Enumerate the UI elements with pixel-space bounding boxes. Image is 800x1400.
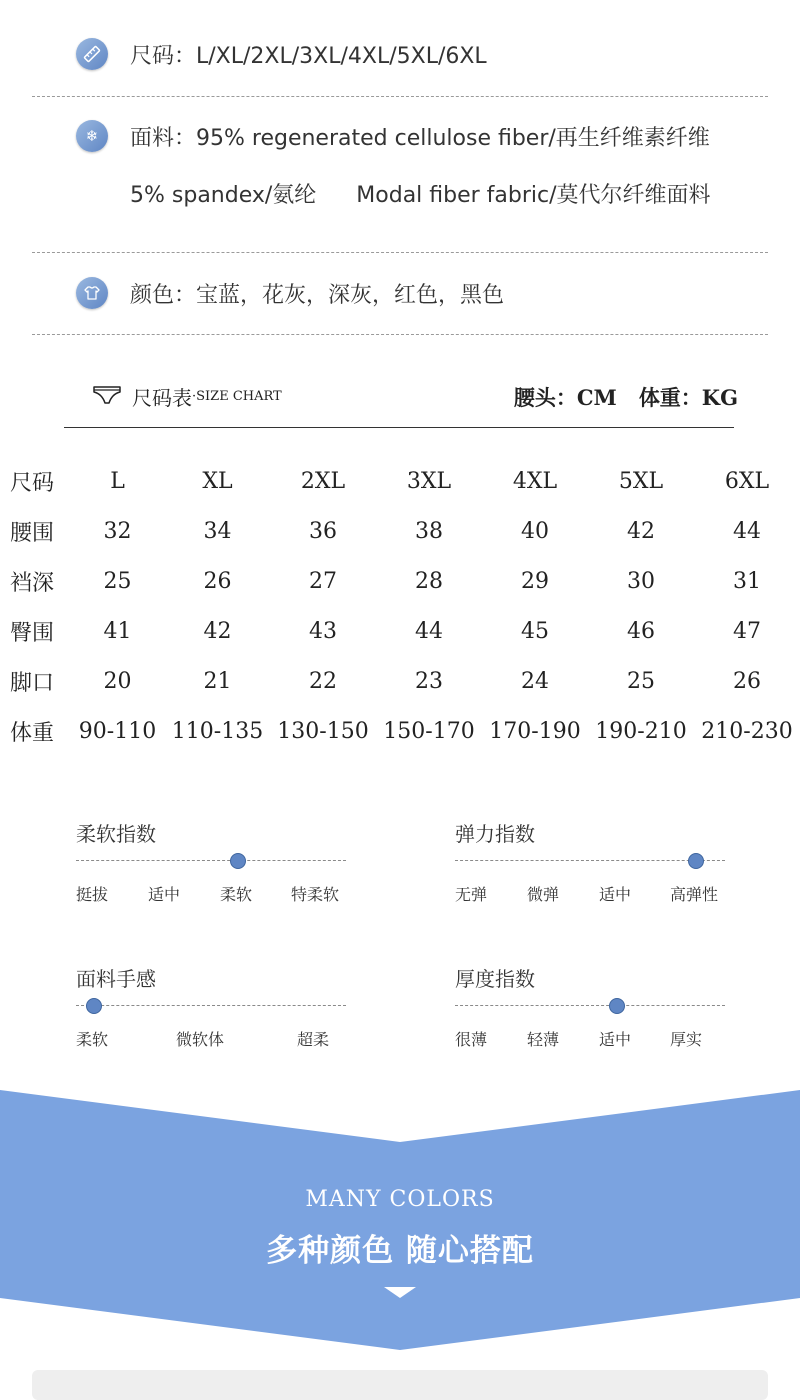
table-row — [0, 706, 800, 756]
spec-color-text: 颜色：宝蓝，花灰，深灰，红色，黑色 — [130, 282, 505, 308]
scale-title: 柔软指数 — [76, 822, 156, 846]
size-chart-title: 尺码表 — [132, 386, 192, 410]
table-row — [0, 556, 800, 606]
size-chart-rule — [64, 427, 734, 428]
table-cell: 26 — [203, 568, 232, 594]
table-cell: 32 — [103, 518, 132, 544]
table-cell: 45 — [521, 618, 549, 644]
scale-option-label: 厚实 — [670, 1030, 703, 1049]
shirt-icon — [76, 277, 108, 309]
scale-elasticity — [455, 818, 725, 928]
scale-option-label: 高弹性 — [670, 885, 719, 904]
spec-color-row — [76, 277, 504, 309]
scale-title: 面料手感 — [76, 967, 156, 991]
scale-marker — [688, 853, 704, 869]
table-cell: 30 — [627, 568, 655, 594]
spec-fabric-text: 面料：95% regenerated cellulose fiber/再生纤维素纤维 — [130, 125, 710, 151]
row-label: 腰围 — [10, 520, 55, 546]
table-cell: 110-135 — [171, 718, 264, 744]
table-cell: 47 — [733, 618, 761, 644]
scale-track — [76, 1005, 346, 1006]
scale-option-label: 柔软 — [220, 885, 253, 904]
table-row — [0, 656, 800, 706]
banner-en-title: MANY COLORS — [305, 1187, 495, 1212]
scale-marker — [609, 998, 625, 1014]
scale-option-label: 特柔软 — [291, 885, 340, 904]
table-cell: 29 — [521, 568, 549, 594]
divider — [32, 252, 768, 253]
table-cell: 24 — [521, 668, 549, 694]
scale-option-label: 微软体 — [176, 1030, 225, 1049]
table-cell: 42 — [203, 618, 232, 644]
down-arrow-icon — [384, 1287, 416, 1298]
table-cell: 20 — [103, 668, 132, 694]
ruler-icon — [76, 38, 108, 70]
table-cell: 130-150 — [277, 718, 369, 744]
table-cell: 44 — [733, 518, 761, 544]
row-label: 裆深 — [10, 570, 55, 596]
divider — [32, 334, 768, 335]
next-section-card — [32, 1370, 768, 1400]
table-cell: 36 — [309, 518, 337, 544]
table-cell: 21 — [203, 668, 232, 694]
table-cell: 4XL — [512, 468, 558, 494]
table-cell: 190-210 — [595, 718, 687, 744]
banner-zh-title: 多种颜色 随心搭配 — [266, 1233, 534, 1269]
table-cell: 28 — [415, 568, 443, 594]
scale-thickness — [455, 963, 725, 1073]
unit-waist: 腰头：CM — [513, 385, 617, 410]
scale-option-label: 适中 — [599, 1030, 632, 1049]
scale-option-label: 适中 — [599, 885, 632, 904]
table-cell: 150-170 — [383, 718, 475, 744]
scale-option-label: 适中 — [148, 885, 181, 904]
row-label: 体重 — [10, 720, 55, 746]
spec-fabric-line2 — [130, 178, 711, 209]
table-cell: 26 — [733, 668, 761, 694]
table-cell: 41 — [103, 618, 132, 644]
table-cell: XL — [202, 468, 233, 494]
table-cell: 44 — [415, 618, 443, 644]
size-chart-header — [92, 382, 282, 411]
table-cell: 6XL — [724, 468, 770, 494]
row-label: 尺码 — [10, 470, 55, 496]
scale-title: 弹力指数 — [455, 822, 535, 846]
scale-marker — [86, 998, 102, 1014]
scale-marker — [230, 853, 246, 869]
table-cell: 40 — [521, 518, 549, 544]
table-cell: 210-230 — [701, 718, 793, 744]
table-cell: 3XL — [406, 468, 452, 494]
table-cell: 22 — [309, 668, 337, 694]
table-cell: 5XL — [618, 468, 664, 494]
table-cell: 170-190 — [489, 718, 581, 744]
scale-option-label: 微弹 — [527, 885, 560, 904]
underwear-icon — [92, 384, 122, 410]
scale-option-label: 挺拔 — [76, 885, 109, 904]
spec-fabric-modal: Modal fiber fabric/莫代尔纤维面料 — [356, 183, 711, 208]
spec-fabric-row — [76, 120, 710, 152]
table-header-row — [0, 456, 800, 506]
table-row — [0, 606, 800, 656]
divider — [32, 96, 768, 97]
scale-option-label: 柔软 — [76, 1030, 109, 1049]
size-chart-units — [514, 382, 738, 412]
table-cell: 23 — [415, 668, 443, 694]
table-cell: 25 — [627, 668, 655, 694]
scale-track — [455, 1005, 725, 1006]
row-label: 脚口 — [10, 670, 55, 696]
scale-softness — [76, 818, 346, 928]
scale-option-label: 轻薄 — [527, 1030, 560, 1049]
unit-weight: 体重：KG — [638, 385, 738, 410]
row-label: 臀围 — [10, 620, 55, 646]
scale-track — [455, 860, 725, 861]
colors-banner — [0, 1090, 800, 1350]
size-chart-subtitle: ·SIZE CHART — [192, 389, 282, 404]
table-cell: 25 — [103, 568, 132, 594]
spec-fabric-spandex: 5% spandex/氨纶 — [130, 183, 317, 208]
table-row — [0, 506, 800, 556]
table-cell: 2XL — [300, 468, 346, 494]
spec-size-row — [76, 38, 487, 70]
table-cell: 42 — [627, 518, 655, 544]
table-cell: 27 — [309, 568, 337, 594]
scale-option-label: 超柔 — [297, 1030, 330, 1049]
spec-size-text: 尺码：L/XL/2XL/3XL/4XL/5XL/6XL — [130, 43, 487, 69]
size-table — [0, 456, 800, 756]
scale-title: 厚度指数 — [455, 967, 535, 991]
table-cell: 34 — [203, 518, 232, 544]
table-cell: 90-110 — [78, 718, 157, 744]
scale-hand-feel — [76, 963, 346, 1073]
scale-track — [76, 860, 346, 861]
table-cell: 43 — [309, 618, 337, 644]
scale-option-label: 无弹 — [455, 885, 488, 904]
table-cell: L — [110, 468, 125, 494]
snowflake-icon: ❄ — [76, 120, 108, 152]
table-cell: 46 — [627, 618, 655, 644]
scale-option-label: 很薄 — [455, 1030, 488, 1049]
table-cell: 31 — [733, 568, 761, 594]
table-cell: 38 — [415, 518, 443, 544]
